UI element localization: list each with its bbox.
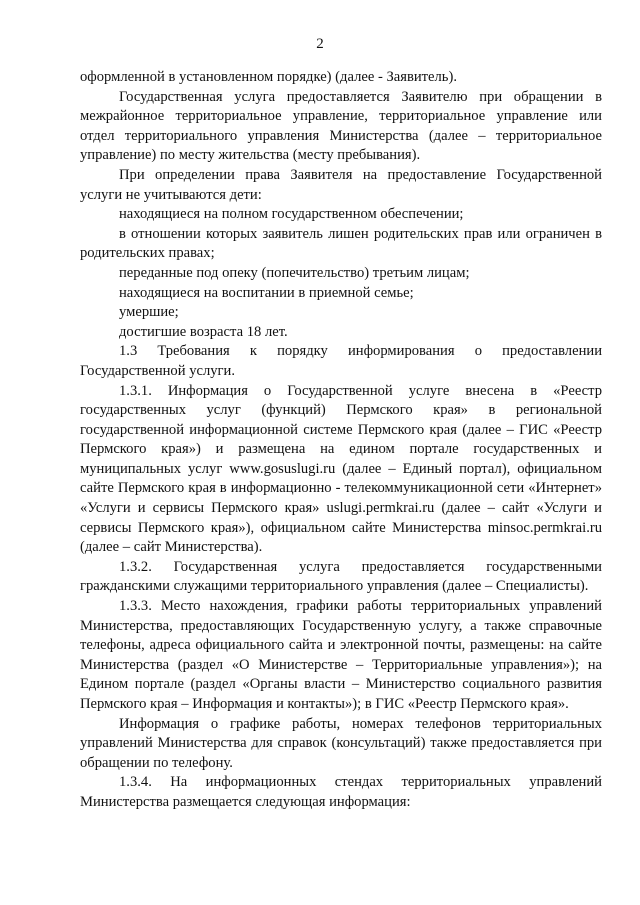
paragraph: При определении права Заявителя на предоставление Государственной услуги не учитываются дети:: [80, 166, 602, 203]
document-body: [80, 68, 602, 813]
section-heading: 1.3 Требования к порядку информирования о предоставлении Государственной услуги.: [80, 343, 602, 379]
list-item: находящиеся на полном государственном обеспечении;: [119, 206, 464, 223]
paragraph: Информация о графике работы, номерах телефонов территориальных управлений Министерства для справок (консультаций) также предоставляется при обращении по телефону.: [80, 715, 602, 771]
paragraph: 1.3.1. Информация о Государственной услуге внесена в «Реестр государственных услуг (функций) Пермского края» в региональной государственной информационной системе Пермского края (далее – ГИС «Реестр Пермского края») и размещена на едином портале государственных и муниципальных услуг www.gosuslugi.ru (далее – Единый портал), официальном сайте Пермского края в информационно - телекоммуникационной сети «Интернет» «Услуги и сервисы Пермского края» uslugi.permkrai.ru (далее – сайт «Услуги и сервисы Пермского края»), официальном сайте Министерства minsoc.permkrai.ru (далее – сайт Министерства).: [80, 382, 602, 556]
list-item: достигшие возраста 18 лет.: [119, 323, 288, 340]
list-item: переданные под опеку (попечительство) третьим лицам;: [119, 264, 470, 281]
paragraph: 1.3.3. Место нахождения, графики работы территориальных управлений Министерства, предоставляющих Государственную услугу, а также справочные телефоны, адреса официального сайта и электронной почты, размещены: на сайте Министерства (раздел «О Министерстве – Территориальные управления»); на Едином портале (раздел «Органы власти – Министерство социального развития Пермского края – Информация и контакты»); в ГИС «Реестр Пермского края».: [80, 598, 602, 712]
paragraph: оформленной в установленном порядке) (далее - Заявитель).: [80, 69, 457, 85]
list-item: находящиеся на воспитании в приемной семье;: [119, 284, 414, 301]
page-number: 2: [316, 36, 324, 52]
list-item: умершие;: [119, 304, 179, 321]
paragraph: Государственная услуга предоставляется Заявителю при обращении в межрайонное территориальное управление, территориальное управление или отдел территориального управления Министерства (далее – территориальное управление) по месту жительства (месту пребывания).: [80, 88, 602, 164]
paragraph: 1.3.2. Государственная услуга предоставляется государственными гражданскими служащими территориального управления (далее – Специалисты).: [80, 558, 602, 595]
paragraph: в отношении которых заявитель лишен родительских прав или ограничен в родительских правах;: [80, 225, 602, 262]
paragraph: 1.3.4. На информационных стендах территориальных управлений Министерства размещается следующая информация:: [80, 774, 602, 810]
